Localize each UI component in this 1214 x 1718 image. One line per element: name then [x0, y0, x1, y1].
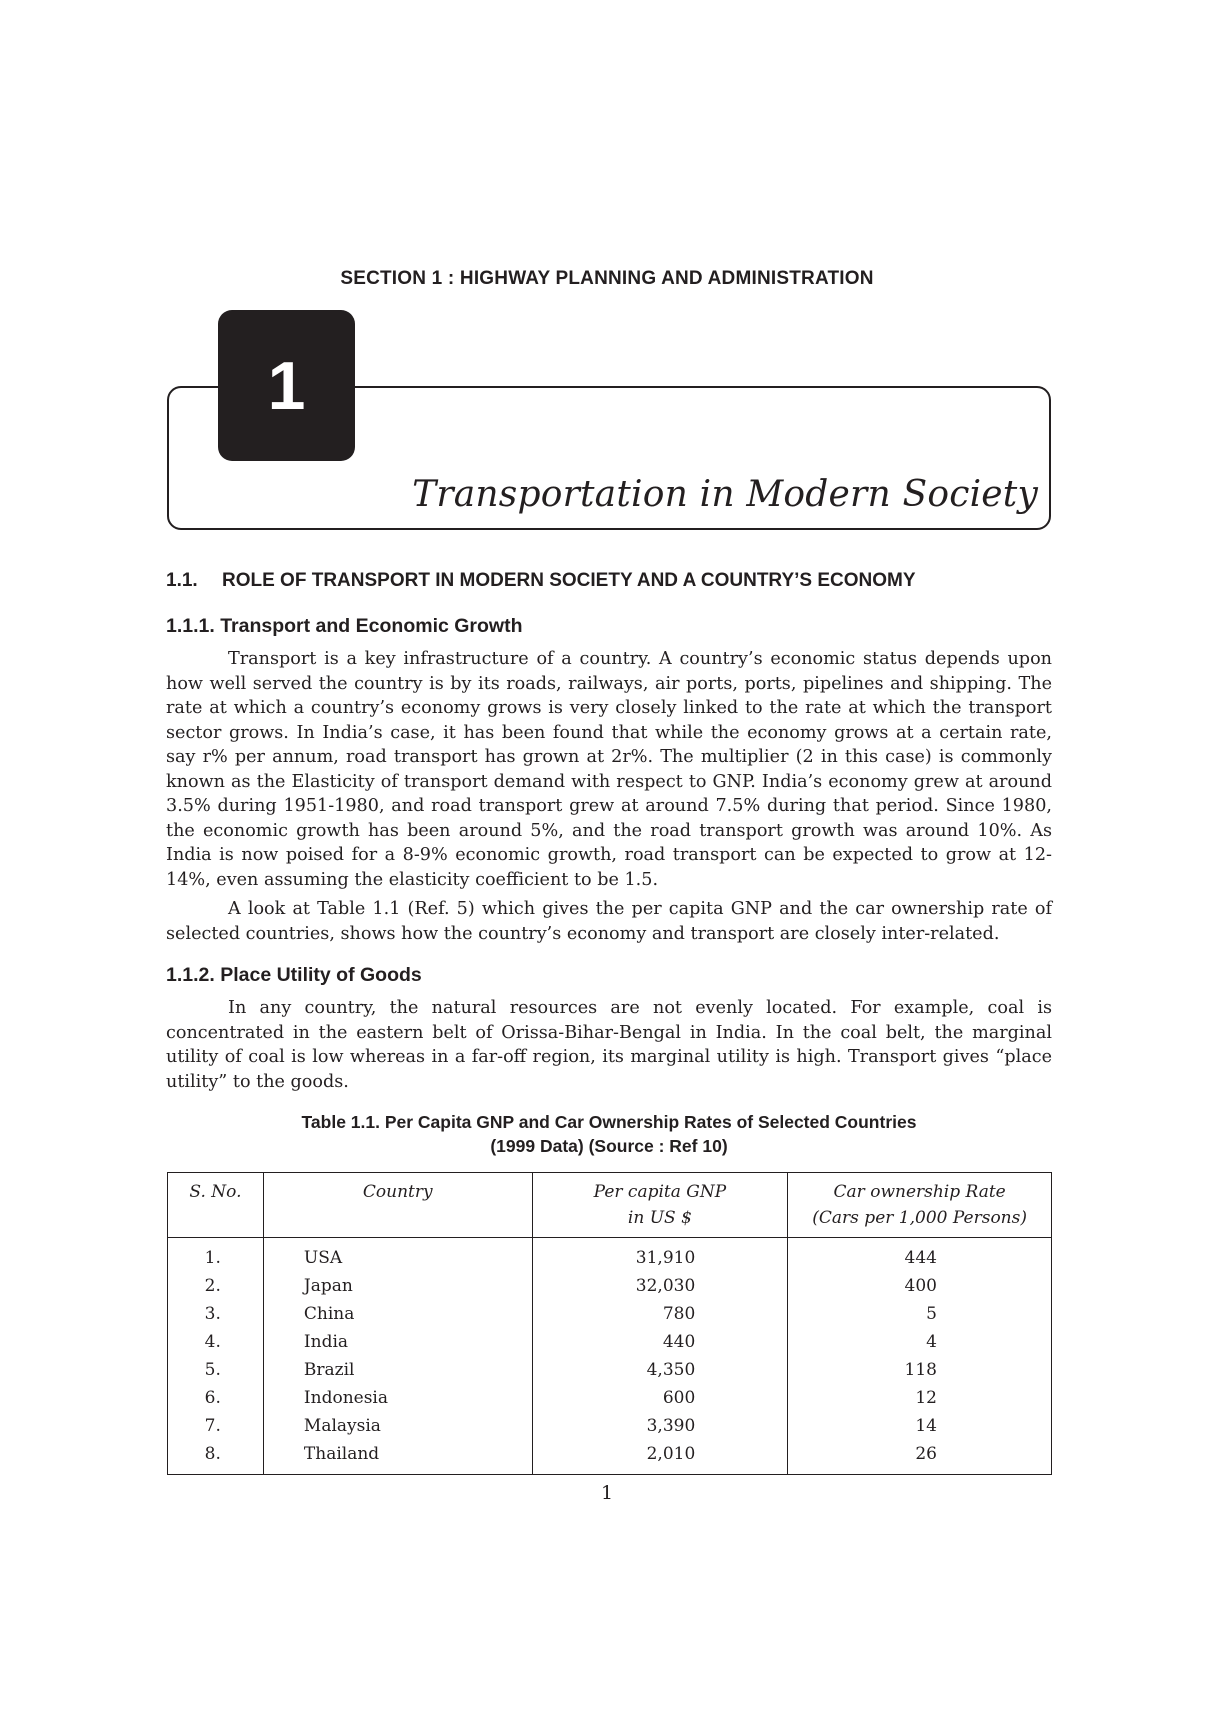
- cell-country: Thailand: [263, 1440, 532, 1475]
- header-gnp: [532, 1173, 788, 1238]
- cell-car-ownership: 400: [788, 1272, 1052, 1300]
- cell-gnp: 440: [532, 1328, 788, 1356]
- cell-gnp: 4,350: [532, 1356, 788, 1384]
- table-row: [168, 1440, 1052, 1475]
- cell-gnp: 32,030: [532, 1272, 788, 1300]
- cell-gnp: 600: [532, 1384, 788, 1412]
- cell-car-ownership: 4: [788, 1328, 1052, 1356]
- cell-sno: 5.: [168, 1356, 264, 1384]
- header-car-line2: (Cars per 1,000 Persons): [812, 1208, 1027, 1228]
- table-row: [168, 1300, 1052, 1328]
- cell-sno: 8.: [168, 1440, 264, 1475]
- cell-country: Brazil: [263, 1356, 532, 1384]
- cell-gnp: 2,010: [532, 1440, 788, 1475]
- table-row: [168, 1384, 1052, 1412]
- cell-gnp: 3,390: [532, 1412, 788, 1440]
- chapter-number: 1: [267, 347, 306, 424]
- chapter-number-badge: [218, 310, 355, 461]
- header-country: Country: [263, 1173, 532, 1238]
- paragraph-table-reference: A look at Table 1.1 (Ref. 5) which gives the per capita GNP and the car ownership rate of selected countries, shows how the country’s economy and transport are closely inter-related.: [166, 899, 1052, 944]
- table-row: [168, 1328, 1052, 1356]
- cell-sno: 4.: [168, 1328, 264, 1356]
- cell-country: Indonesia: [263, 1384, 532, 1412]
- paragraph-place-utility: In any country, the natural resources are not evenly located. For example, coal is concentrated in the eastern belt of Orissa-Bihar-Bengal in India. In the coal belt, the marginal utility of coal is low whereas in a far-off region, its marginal utility is high. Transport gives “place utility” to the goods.: [166, 998, 1052, 1092]
- section-number: 1.1.: [166, 570, 198, 591]
- header-sno: S. No.: [168, 1173, 264, 1238]
- cell-sno: 1.: [168, 1238, 264, 1273]
- cell-car-ownership: 118: [788, 1356, 1052, 1384]
- gnp-car-ownership-table: [167, 1172, 1052, 1475]
- cell-country: India: [263, 1328, 532, 1356]
- cell-sno: 7.: [168, 1412, 264, 1440]
- page-number: 1: [600, 1482, 614, 1504]
- subsection-heading-1-1-2: 1.1.2. Place Utility of Goods: [166, 964, 422, 986]
- section-heading-1-1: [166, 570, 916, 592]
- cell-sno: 3.: [168, 1300, 264, 1328]
- cell-gnp: 31,910: [532, 1238, 788, 1273]
- chapter-title: Transportation in Modern Society: [412, 474, 1038, 515]
- subsection-heading-1-1-1: 1.1.1. Transport and Economic Growth: [166, 615, 523, 637]
- cell-country: Japan: [263, 1272, 532, 1300]
- table-row: [168, 1272, 1052, 1300]
- table-caption-source: (1999 Data) (Source : Ref 10): [490, 1136, 728, 1156]
- cell-country: China: [263, 1300, 532, 1328]
- header-gnp-line1: Per capita GNP: [593, 1182, 727, 1202]
- header-car-line1: Car ownership Rate: [833, 1182, 1006, 1202]
- cell-sno: 6.: [168, 1384, 264, 1412]
- cell-country: Malaysia: [263, 1412, 532, 1440]
- cell-car-ownership: 5: [788, 1300, 1052, 1328]
- cell-car-ownership: 444: [788, 1238, 1052, 1273]
- table-caption: [166, 1110, 1052, 1158]
- table-row: [168, 1412, 1052, 1440]
- cell-car-ownership: 26: [788, 1440, 1052, 1475]
- table-row: [168, 1356, 1052, 1384]
- paragraph-economic-growth: Transport is a key infrastructure of a country. A country’s economic status depends upon how well served the country is by its roads, railways, air ports, ports, pipelines and shipping. The rate at which a country’s economy grows is very closely linked to the rate at which the transport sector grows. In India’s case, it has been found that while the economy grows at a certain rate, say r% per annum, road transport has grown at 2r%. The multiplier (2 in this case) is commonly known as the Elasticity of transport demand with respect to GNP. India’s economy grew at around 3.5% during 1951-1980, and road transport grew at around 7.5% during that period. Since 1980, the economic growth has been around 5%, and the road transport growth was around 10%. As India is now poised for a 8-9% economic growth, road transport can be expected to grow at 12-14%, even assuming the elasticity coefficient to be 1.5.: [166, 649, 1052, 890]
- header-gnp-line2: in US $: [627, 1208, 692, 1228]
- section-heading: SECTION 1 : HIGHWAY PLANNING AND ADMINISTRATION: [340, 268, 874, 289]
- header-car-ownership: [788, 1173, 1052, 1238]
- table-header-row: [168, 1173, 1052, 1238]
- cell-car-ownership: 14: [788, 1412, 1052, 1440]
- section-title: ROLE OF TRANSPORT IN MODERN SOCIETY AND A COUNTRY’S ECONOMY: [222, 570, 916, 591]
- cell-gnp: 780: [532, 1300, 788, 1328]
- table-caption-title: Table 1.1. Per Capita GNP and Car Ownership Rates of Selected Countries: [301, 1112, 917, 1132]
- cell-car-ownership: 12: [788, 1384, 1052, 1412]
- table-row: [168, 1238, 1052, 1273]
- cell-country: USA: [263, 1238, 532, 1273]
- cell-sno: 2.: [168, 1272, 264, 1300]
